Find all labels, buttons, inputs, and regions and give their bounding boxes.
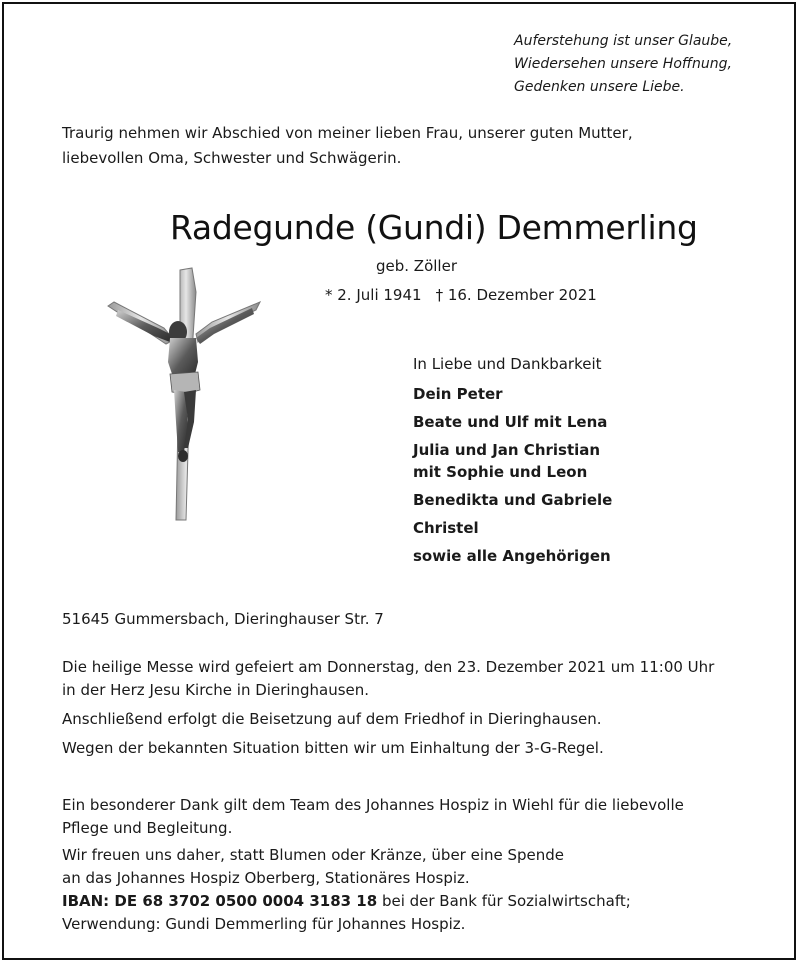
service-line: in der Herz Jesu Kirche in Dieringhausen. <box>62 681 370 699</box>
intro-line: liebevollen Oma, Schwester und Schwägerin. <box>62 149 402 167</box>
iban-line <box>62 890 684 913</box>
mourner-entry: sowie alle Angehörigen <box>413 547 611 565</box>
donation-line: Ein besonderer Dank gilt dem Team des Johannes Hospiz in Wiehl für die liebevolle <box>62 796 684 814</box>
mourner-entry: Beate und Ulf mit Lena <box>413 413 608 431</box>
death-date: † 16. Dezember 2021 <box>435 286 597 304</box>
mourners-intro: In Liebe und Dankbarkeit <box>413 355 602 373</box>
mourner-entry: mit Sophie und Leon <box>413 463 588 481</box>
family-address: 51645 Gummersbach, Dieringhauser Str. 7 <box>62 610 384 628</box>
mourner-entry: Christel <box>413 519 479 537</box>
donation-line: an das Johannes Hospiz Oberberg, Stationäres Hospiz. <box>62 869 470 887</box>
quote-line: Auferstehung ist unser Glaube, <box>514 33 733 49</box>
quote-line: Gedenken unsere Liebe. <box>514 79 685 95</box>
donation-line: Pflege und Begleitung. <box>62 819 233 837</box>
maiden-name: geb. Zöller <box>376 257 457 275</box>
service-line: Anschließend erfolgt die Beisetzung auf dem Friedhof in Dieringhausen. <box>62 710 602 728</box>
crucifix-image <box>100 262 270 524</box>
life-dates <box>325 286 597 304</box>
mourner-entry: Dein Peter <box>413 385 503 403</box>
service-line: Die heilige Messe wird gefeiert am Donnerstag, den 23. Dezember 2021 um 11:00 Uhr <box>62 658 715 676</box>
birth-date: * 2. Juli 1941 <box>325 286 422 304</box>
mourners-list <box>413 383 612 567</box>
mourner-entry: Julia und Jan Christian <box>413 441 601 459</box>
deceased-name: Radegunde (Gundi) Demmerling <box>170 208 698 247</box>
quote-verse <box>514 30 732 99</box>
donation-purpose: Verwendung: Gundi Demmerling für Johannes Hospiz. <box>62 915 466 933</box>
intro-line: Traurig nehmen wir Abschied von meiner lieben Frau, unserer guten Mutter, <box>62 124 633 142</box>
service-line: Wegen der bekannten Situation bitten wir um Einhaltung der 3-G-Regel. <box>62 739 604 757</box>
donation-line: Wir freuen uns daher, statt Blumen oder Kränze, über eine Spende <box>62 846 565 864</box>
quote-line: Wiedersehen unsere Hoffnung, <box>514 56 732 72</box>
bank-name: bei der Bank für Sozialwirtschaft; <box>377 892 631 910</box>
intro-text <box>62 121 633 171</box>
mourner-entry: Benedikta und Gabriele <box>413 491 613 509</box>
iban-number: IBAN: DE 68 3702 0500 0004 3183 18 <box>62 892 378 910</box>
service-info <box>62 656 714 760</box>
donation-info <box>62 794 684 936</box>
